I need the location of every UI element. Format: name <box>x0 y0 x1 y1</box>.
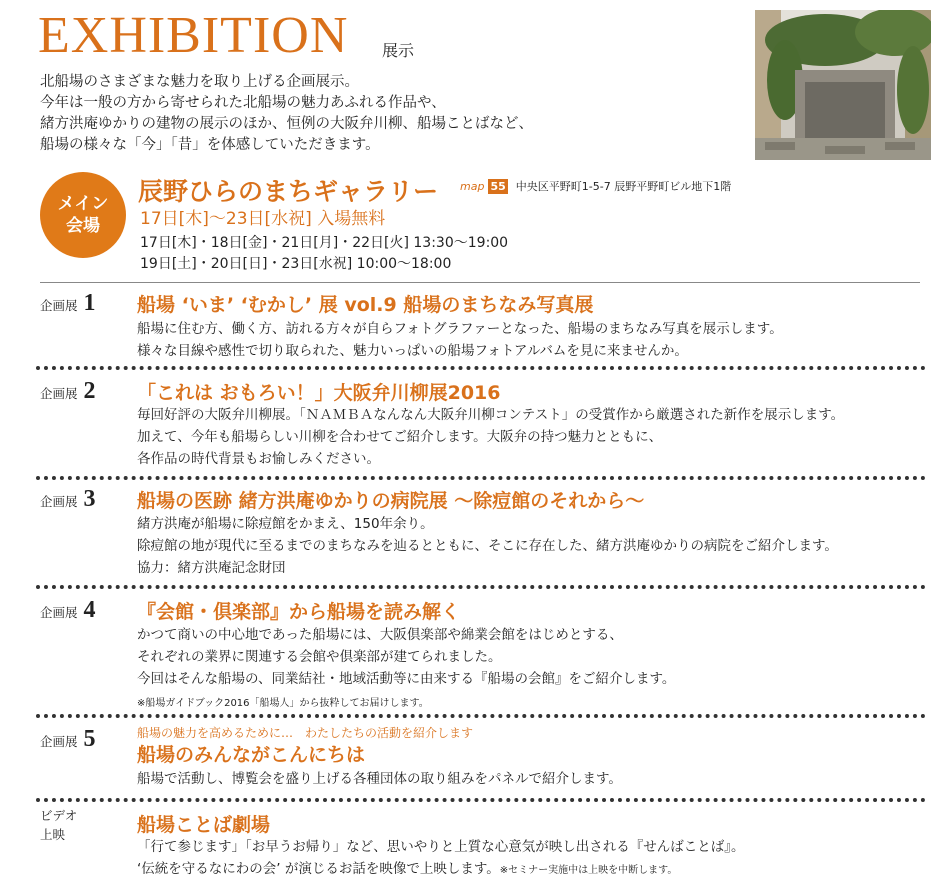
divider <box>40 282 920 283</box>
video-body <box>137 836 745 882</box>
event-label <box>40 726 96 753</box>
intro-text <box>40 72 760 156</box>
event-body <box>137 513 838 579</box>
event-number: 5 <box>83 726 96 752</box>
video-label <box>40 806 77 844</box>
event-body-line: かつて商いの中心地であった船場には、大阪倶楽部や綿業会館をはじめとする、 <box>137 627 623 643</box>
event-label-text: 企画展 <box>40 386 78 401</box>
hours-line: 19日[土]・20日[日]・23日[水祝] 10:00～18:00 <box>140 256 452 272</box>
intro-line: 船場の様々な「今」「昔」を体感していただきます。 <box>40 137 380 153</box>
page-title: EXHIBITION <box>38 7 349 64</box>
event-body <box>137 404 844 470</box>
event-body-line: 除痘館の地が現代に至るまでのまちなみを辿るとともに、そこに存在した、緒方洪庵ゆかりの病院をご紹介します。 <box>137 538 838 554</box>
event-label <box>40 378 96 405</box>
event-label <box>40 597 96 624</box>
event-body-line: 毎回好評の大阪弁川柳展。「ＮＡＭＢＡなんなん大阪弁川柳コンテスト」の受賞作から厳選された新作を展示します。 <box>137 407 845 423</box>
event-number: 3 <box>83 486 96 512</box>
dotted-divider <box>36 585 926 589</box>
event-body <box>137 624 675 690</box>
main-venue-badge <box>40 172 126 258</box>
video-body-text: ‘伝統を守るなにわの会’ が演じるお話を映像で上映します。 <box>137 861 500 877</box>
page-subtitle: 展示 <box>382 41 415 60</box>
event-label <box>40 290 96 317</box>
video-label-line: ビデオ <box>40 808 78 823</box>
video-title: 船場ことば劇場 <box>137 814 271 836</box>
event-number: 1 <box>83 290 96 316</box>
event-body <box>137 318 783 362</box>
intro-line: 北船場のさまざまな魅力を取り上げる企画展示。 <box>40 74 359 90</box>
map-number-badge: 55 <box>490 179 506 193</box>
event-body <box>137 768 622 790</box>
event-label <box>40 486 96 513</box>
event-title: 「これは おもろい！」大阪弁川柳展2016 <box>137 382 501 404</box>
venue-dates: 17日[木]～23日[水祝] 入場無料 <box>140 209 386 229</box>
venue-name: 辰野ひらのまちギャラリー <box>138 177 439 206</box>
venue-map-info <box>460 178 731 194</box>
video-label-line: 上映 <box>40 827 66 842</box>
map-label: map <box>460 179 485 193</box>
event-note: ※船場ガイドブック2016「船場人」から抜粋してお届けします。 <box>137 698 429 709</box>
event-label-text: 企画展 <box>40 605 78 620</box>
gallery-building-image <box>755 10 931 160</box>
dotted-divider <box>36 366 926 370</box>
event-label-text: 企画展 <box>40 298 78 313</box>
badge-line: メイン <box>57 194 109 214</box>
event-body-line: 各作品の時代背景もお愉しみください。 <box>137 451 380 467</box>
event-body-line: 今回はそんな船場の、同業結社・地域活動等に由来する『船場の会館』をご紹介します。 <box>137 671 676 687</box>
intro-line: 緒方洪庵ゆかりの建物の展示のほか、恒例の大阪弁川柳、船場ことばなど、 <box>40 116 533 132</box>
dotted-divider <box>36 798 926 802</box>
hours-line: 17日[木]・18日[金]・21日[月]・22日[火] 13:30～19:00 <box>140 235 509 251</box>
dotted-divider <box>36 476 926 480</box>
event-body-line: 加えて、今年も船場らしい川柳を合わせてご紹介します。大阪弁の持つ魅力とともに、 <box>137 429 663 445</box>
event-body-line: 様々な目線や感性で切り取られた、魅力いっぱいの船場フォトアルバムを見に来ませんか。 <box>137 343 688 359</box>
dotted-divider <box>36 714 926 718</box>
video-note: ※セミナー実施中は上映を中断します。 <box>499 865 678 876</box>
event-number: 2 <box>83 378 96 404</box>
event-title: 船場の医跡 緒方洪庵ゆかりの病院展 ～除痘館のそれから～ <box>137 490 645 512</box>
video-body-line: 「行て参じます」「お早うお帰り」など、思いやりと上質な心意気が映し出される『せんばことば』。 <box>137 839 745 855</box>
event-label-text: 企画展 <box>40 494 78 509</box>
event-title: 船場 ‘いま’ ‘むかし’ 展 vol.9 船場のまちなみ写真展 <box>137 294 594 316</box>
event-body-line: 船場に住む方、働く方、訪れる方々が自らフォトグラファーとなった、船場のまちなみ写真を展示します。 <box>137 321 783 337</box>
event-body-line: 協力：緒方洪庵記念財団 <box>137 560 286 576</box>
event-pre-title: 船場の魅力を高めるために… わたしたちの活動を紹介します <box>137 726 474 740</box>
event-label-text: 企画展 <box>40 734 78 749</box>
intro-line: 今年は一般の方から寄せられた北船場の魅力あふれる作品や、 <box>40 95 446 111</box>
event-title: 『会館・倶楽部』から船場を読み解く <box>137 601 461 623</box>
event-body-line: それぞれの業界に関連する会館や倶楽部が建てられました。 <box>137 649 502 665</box>
event-body-line: 緒方洪庵が船場に除痘館をかまえ、150年余り。 <box>137 516 434 532</box>
gallery-photo <box>755 10 931 160</box>
event-title: 船場のみんながこんにちは <box>137 744 366 766</box>
badge-line: 会場 <box>66 216 100 236</box>
venue-hours <box>140 233 508 275</box>
event-body-line: 船場で活動し、博覧会を盛り上げる各種団体の取り組みをパネルで紹介します。 <box>137 771 622 787</box>
event-number: 4 <box>83 597 96 623</box>
venue-address: 中央区平野町1-5-7 辰野平野町ビル地下1階 <box>515 180 732 193</box>
video-body-line <box>137 858 745 882</box>
